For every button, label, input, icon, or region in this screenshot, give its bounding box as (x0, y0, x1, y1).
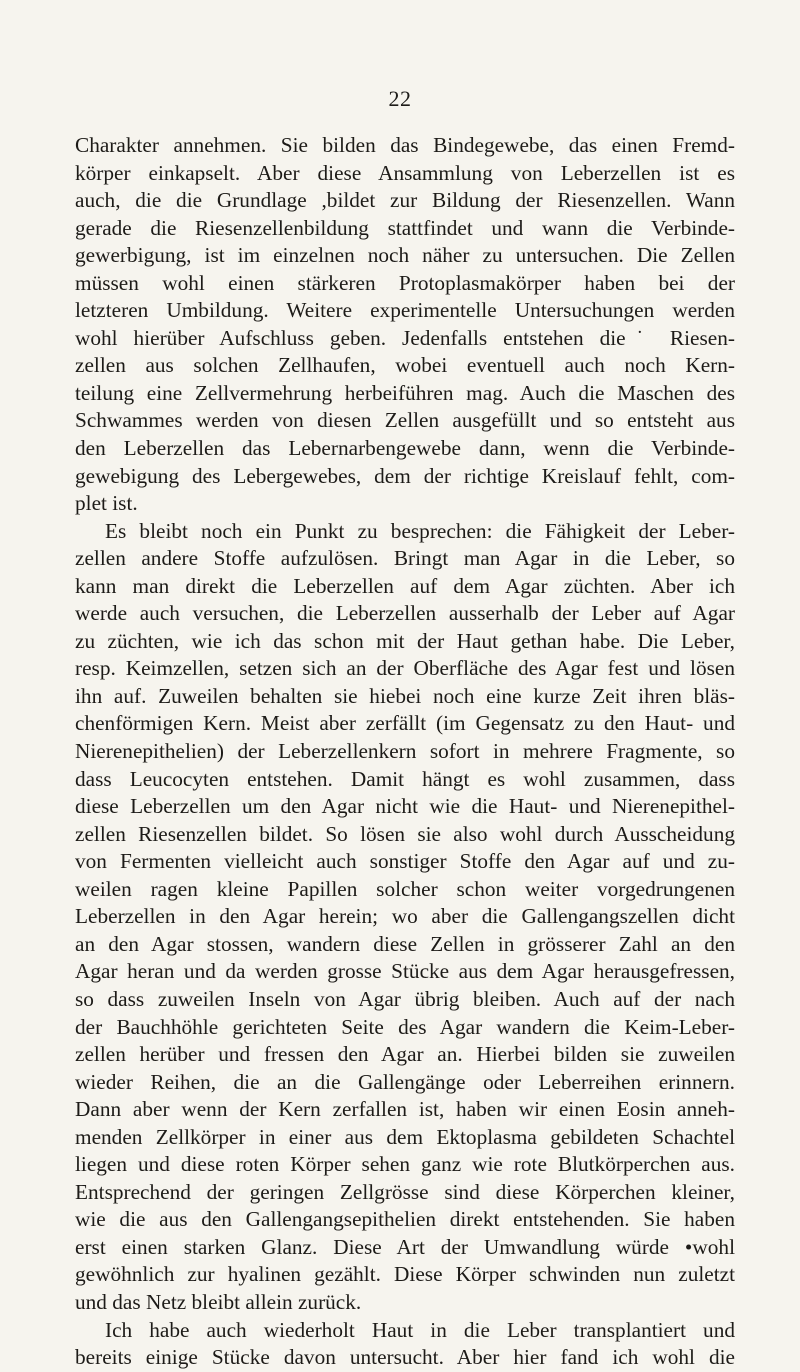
text-line: wohl hierüber Aufschluss geben. Jedenfalls entstehen die˙ Riesen- (75, 325, 735, 350)
text-line: gerade die Riesenzellenbildung stattfindet und wann die Verbinde- (75, 215, 735, 240)
text-line: wieder Reihen, die an die Gallengänge oder Leberreihen erinnern. (75, 1069, 735, 1094)
text-line: teilung eine Zellvermehrung herbeiführen mag. Auch die Maschen des (75, 380, 735, 405)
text-line: körper einkapselt. Aber diese Ansammlung von Leberzellen ist es (75, 160, 735, 185)
text-line: Charakter annehmen. Sie bilden das Bindegewebe, das einen Fremd- (75, 133, 735, 157)
text-line: zellen herüber und fressen den Agar an. Hierbei bilden sie zuweilen (75, 1042, 735, 1067)
text-line: Ich habe auch wiederholt Haut in die Leber transplantiert und (105, 1317, 735, 1342)
text-line: müssen wohl einen stärkeren Protoplasmakörper haben bei der (75, 270, 735, 295)
text-line: gewöhnlich zur hyalinen gezählt. Diese Körper schwinden nun zuletzt (75, 1262, 735, 1287)
text-line: auch, die die Grundlage ,bildet zur Bildung der Riesenzellen. Wann (75, 188, 735, 213)
text-line: resp. Keimzellen, setzen sich an der Oberfläche des Agar fest und lösen (75, 656, 735, 681)
text-line: erst einen starken Glanz. Diese Art der Umwandlung würde •wohl (75, 1234, 735, 1259)
text-line: den Leberzellen das Lebernarbengewebe dann, wenn die Verbinde- (75, 436, 735, 461)
text-line: so dass zuweilen Inseln von Agar übrig bleiben. Auch auf der nach (75, 986, 735, 1011)
text-line: zellen andere Stoffe aufzulösen. Bringt man Agar in die Leber, so (75, 546, 735, 571)
text-line: an den Agar stossen, wandern diese Zellen in grösserer Zahl an den (75, 931, 735, 956)
text-line: ihn auf. Zuweilen behalten sie hiebei noch eine kurze Zeit ihren bläs- (75, 683, 735, 708)
text-line: letzteren Umbildung. Weitere experimentelle Untersuchungen werden (75, 298, 735, 323)
text-line: liegen und diese roten Körper sehen ganz wie rote Blutkörperchen aus. (75, 1152, 735, 1177)
text-line: gewebigung des Lebergewebes, dem der richtige Kreislauf fehlt, com- (75, 463, 735, 488)
text-line: gewerbigung, ist im einzelnen noch näher zu untersuchen. Die Zellen (75, 243, 735, 268)
text-line: dass Leucocyten entstehen. Damit hängt es wohl zusammen, dass (75, 766, 735, 791)
text-line: bereits einige Stücke davon untersucht. Aber hier fand ich wohl die (75, 1345, 735, 1370)
text-line: Agar heran und da werden grosse Stücke aus dem Agar herausgefressen, (75, 959, 735, 984)
text-line: chenförmigen Kern. Meist aber zerfällt (im Gegensatz zu den Haut- und (75, 711, 735, 736)
text-line: der Bauchhöhle gerichteten Seite des Agar wandern die Keim-Leber- (75, 1014, 735, 1039)
text-line: menden Zellkörper in einer aus dem Ektoplasma gebildeten Schachtel (75, 1124, 735, 1149)
text-line: von Fermenten vielleicht auch sonstiger Stoffe den Agar auf und zu- (75, 849, 735, 874)
text-line: Schwammes werden von diesen Zellen ausgefüllt und so entsteht aus (75, 408, 735, 433)
text-line: diese Leberzellen um den Agar nicht wie die Haut- und Nierenepithel- (75, 794, 735, 819)
text-line: plet ist. (75, 491, 138, 516)
text-line: werde auch versuchen, die Leberzellen ausserhalb der Leber auf Agar (75, 601, 735, 626)
text-line: und das Netz bleibt allein zurück. (75, 1289, 362, 1314)
text-line: weilen ragen kleine Papillen solcher schon weiter vorgedrungenen (75, 876, 735, 901)
text-line: zellen aus solchen Zellhaufen, wobei eventuell auch noch Kern- (75, 353, 735, 378)
text-line: zu züchten, wie ich das schon mit der Haut gethan habe. Die Leber, (75, 628, 735, 653)
text-line: Es bleibt noch ein Punkt zu besprechen: die Fähigkeit der Leber- (105, 518, 735, 543)
text-line: Leberzellen in den Agar herein; wo aber die Gallengangszellen dicht (75, 904, 735, 929)
text-line: zellen Riesenzellen bildet. So lösen sie also wohl durch Ausscheidung (75, 821, 735, 846)
text-line: Entsprechend der geringen Zellgrösse sind diese Körperchen kleiner, (75, 1179, 735, 1204)
text-line: kann man direkt die Leberzellen auf dem Agar züchten. Aber ich (75, 573, 735, 598)
text-line: Nierenepithelien) der Leberzellenkern sofort in mehrere Fragmente, so (75, 739, 735, 764)
body-text (75, 132, 735, 1372)
page-number: 22 (388, 86, 412, 111)
text-line: wie die aus den Gallengangsepithelien direkt entstehenden. Sie haben (75, 1207, 735, 1232)
text-line: Dann aber wenn der Kern zerfallen ist, haben wir einen Eosin anneh- (75, 1097, 735, 1122)
